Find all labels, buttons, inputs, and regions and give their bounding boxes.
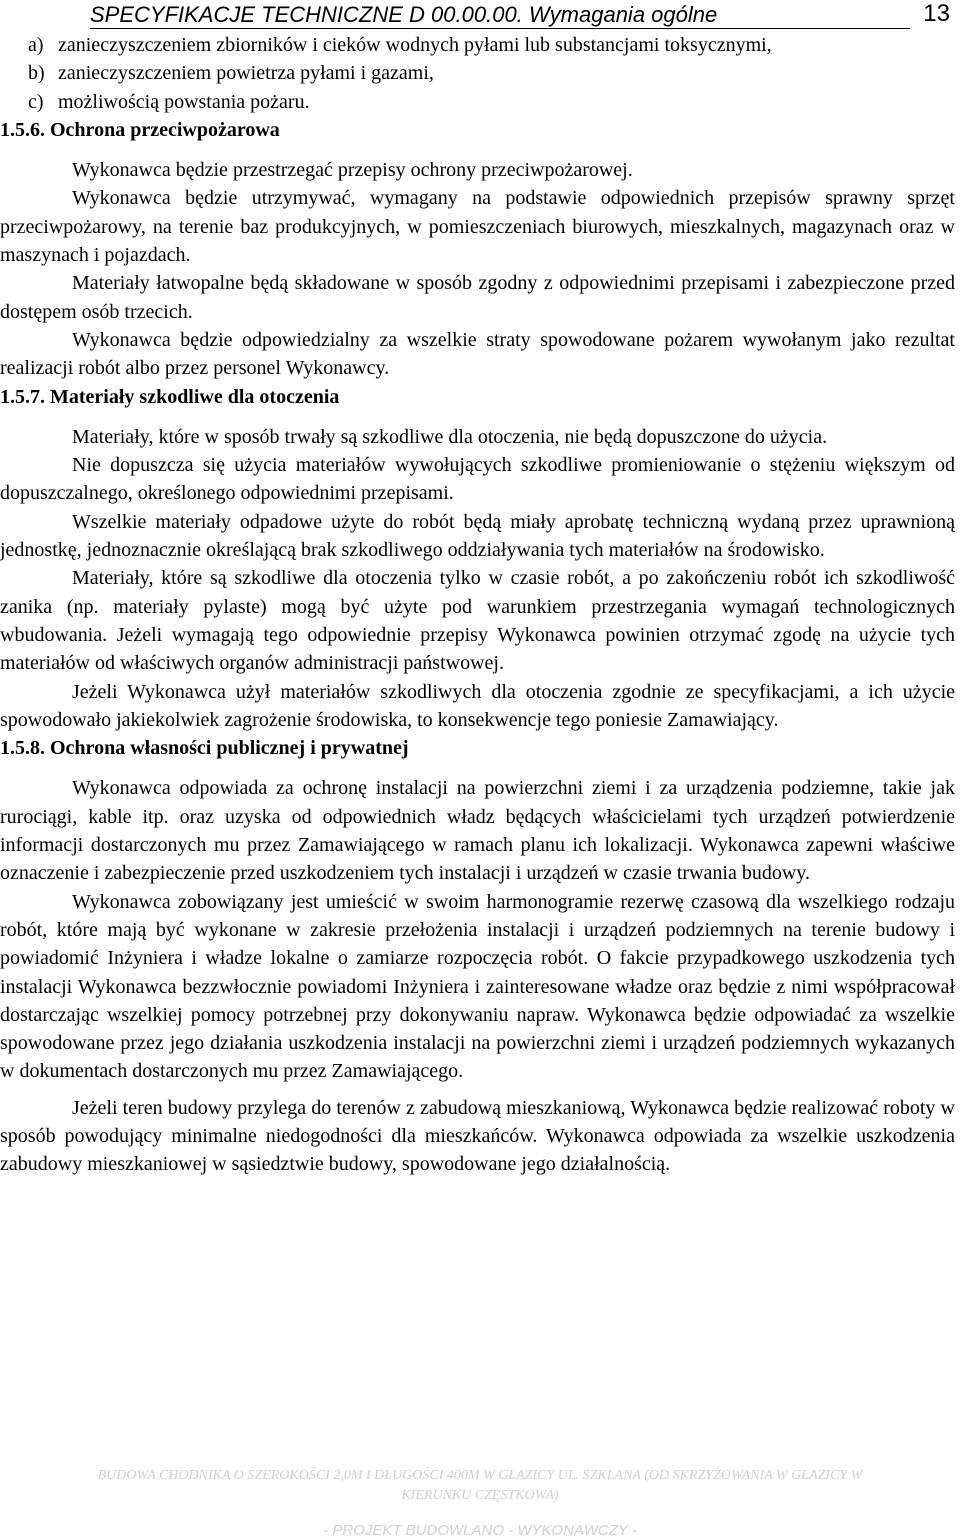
footer-project-type: - PROJEKT BUDOWLANO - WYKONAWCZY - [323,1522,637,1539]
section-harmful-materials [0,383,955,735]
paragraph: Materiały, które są szkodliwe dla otoczenia tylko w czasie robót, a po zakończeniu robót ich szkodliwość zanika (np. materiały pylaste) mogą być użyte pod warunkiem przestrzegania wymagań technologicznych wbudowania. Jeżeli wymagają tego odpowiednie przepisy Wykonawca powinien otrzymać zgodę na użycie tych materiałów od właściwych organów administracji państwowej. [0,567,955,675]
list-item [0,88,955,116]
section-fire-protection [0,116,955,383]
paragraph: Wykonawca będzie utrzymywać, wymagany na podstawie odpowiednich przepisów sprawny sprzęt przeciwpożarowy, na terenie baz produkcyjnych, w pomieszczeniach biurowych, mieszkalnych, magazynach oraz w maszynach i pojazdach. [0,187,955,267]
section-heading: 1.5.6. Ochrona przeciwpożarowa [0,118,280,141]
list-item-text: zanieczyszczeniem zbiorników i cieków wodnych pyłami lub substancjami toksycznymi, [58,34,772,56]
page-footer [0,1466,960,1506]
footer-project-line-2: KIERUNKU CZĘSTKOWA) [401,1488,559,1503]
section-heading: 1.5.8. Ochrona własności publicznej i prywatnej [0,737,409,760]
document-body [0,31,955,1179]
paragraph: Materiały łatwopalne będą składowane w sposób zgodny z odpowiednimi przepisami i zabezpieczone przed dostępem osób trzecich. [0,272,955,323]
page-number: 13 [923,0,950,27]
list-item-text: zanieczyszczeniem powietrza pyłami i gazami, [58,62,434,85]
list-item [0,59,955,87]
hazard-list [0,31,955,116]
list-item-text: możliwością powstania pożaru. [58,90,310,113]
paragraph: Nie dopuszcza się użycia materiałów wywołujących szkodliwe promieniowanie o stężeniu większym od dopuszczalnego, określonego odpowiednimi przepisami. [0,454,955,505]
section-property-protection [0,734,955,1178]
paragraph-gap [0,1086,955,1094]
section-heading: 1.5.7. Materiały szkodliwe dla otoczenia [0,385,340,408]
list-item [0,31,955,59]
paragraph: Materiały, które w sposób trwały są szkodliwe dla otoczenia, nie będą dopuszczone do użycia. [72,425,828,448]
list-marker: a) [28,34,44,56]
page-header [90,0,960,30]
paragraph: Wykonawca odpowiada za ochronę instalacji na powierzchni ziemi i za urządzenia podziemne, takie jak rurociągi, kable itp. oraz uzyska od odpowiednich władz będących właścicielami tych urządzeń potwierdzenie informacji dostarczonych mu przez Zamawiającego w ramach planu ich lokalizacji. Wykonawca zapewni właściwe oznaczenie i zabezpieczenie przed uszkodzeniem tych instalacji i urządzeń w czasie trwania budowy. [0,777,955,885]
footer-project-line: BUDOWA CHODNIKA O SZEROKOŚCI 2,0M I DŁUGOŚCI 400M W GŁAZICY UL. SZKLANA (OD SKRZYŻOWANIA W GŁAZICY W [97,1468,863,1483]
paragraph: Jeżeli Wykonawca użył materiałów szkodliwych dla otoczenia zgodnie ze specyfikacjami, a ich użycie spowodowało jakiekolwiek zagrożenie środowiska, to konsekwencje tego poniesie Zamawiający. [0,680,955,731]
list-marker: b) [28,62,45,85]
header-title: SPECYFIKACJE TECHNICZNE D 00.00.00. Wymagania ogólne [90,2,910,29]
paragraph: Wszelkie materiały odpadowe użyte do robót będą miały aprobatę techniczną wydaną przez uprawnioną jednostkę, jednoznacznie określającą brak szkodliwego oddziaływania tych materiałów na środowisko. [0,510,955,562]
paragraph: Jeżeli teren budowy przylega do terenów z zabudową mieszkaniową, Wykonawca będzie realizować roboty w sposób powodujący minimalne niedogodności dla mieszkańców. Wykonawca odpowiada za wszelkie uszkodzenia zabudowy mieszkaniowej w sąsiedztwie budowy, spowodowane jego działalnością. [0,1096,955,1176]
paragraph: Wykonawca zobowiązany jest umieścić w swoim harmonogramie rezerwę czasową dla wszelkiego rodzaju robót, które mają być wykonane w zakresie przełożenia instalacji i urządzeń podziemnych na terenie budowy i powiadomić Inżyniera i władze lokalne o zamiarze rozpoczęcia robót. O fakcie przypadkowego uszkodzenia tych instalacji Wykonawca bezzwłocznie powiadomi Inżyniera i zainteresowane władze oraz będzie z nimi współpracował dostarczając wszelkiej pomocy potrzebnej przy dokonywaniu napraw. Wykonawca będzie odpowiadać za wszelkie spowodowane przez jego działania uszkodzenia instalacji na powierzchni ziemi i urządzeń podziemnych wykazanych w dokumentach dostarczonych mu przez Zamawiającego. [0,890,955,1083]
paragraph: Wykonawca będzie odpowiedzialny za wszelkie straty spowodowane pożarem wywołanym jako rezultat realizacji robót albo przez personel Wykonawcy. [0,328,955,380]
list-marker: c) [28,90,44,113]
paragraph: Wykonawca będzie przestrzegać przepisy ochrony przeciwpożarowej. [72,159,633,182]
